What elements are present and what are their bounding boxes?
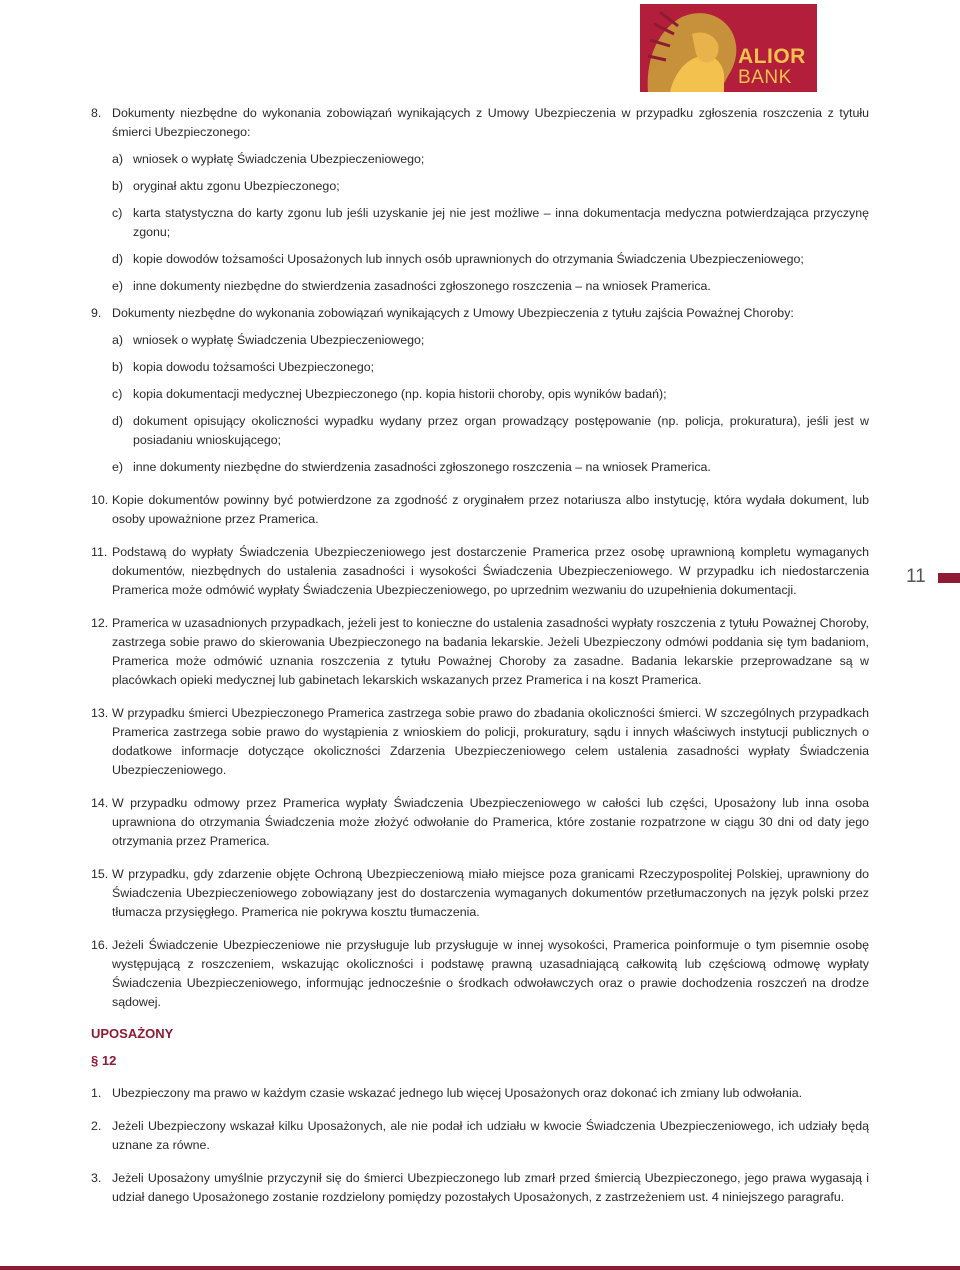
sub-letter: e): [112, 460, 124, 474]
section-clause-2: [91, 1117, 869, 1155]
logo-face-icon: [640, 4, 750, 92]
clause-16: [91, 936, 869, 1012]
clause-number: 13.: [91, 706, 109, 720]
clause-9-a: [112, 331, 869, 350]
clause-number: 1.: [91, 1086, 102, 1100]
sub-letter: d): [112, 414, 124, 428]
clause-text: Pramerica w uzasadnionych przypadkach, jeżeli jest to konieczne do ustalenia zasadności wypłaty roszczenia z tytułu Poważnej Choroby, zastrzega sobie prawo do skierowania Ubezpieczonego na badania lekarskie. Jeżeli Ubezpieczony odmówi poddania się tym badaniom, Pramerica może odmówić uznania roszczenia z tytułu Poważnej Choroby za zasadne. Badania lekarskie przeprowadzane są w placówkach opieki medycznej lub gabinetach lekarskich wskazanych przez Pramerica i na koszt Pramerica.: [112, 616, 869, 687]
clause-number: 11.: [91, 545, 108, 559]
clause-text: Jeżeli Ubezpieczony wskazał kilku Uposażonych, ale nie podał ich udziału w kwocie Świadczenia Ubezpieczeniowego, ich udziały będą uznane za równe.: [112, 1119, 869, 1152]
sub-letter: b): [112, 360, 124, 374]
clause-8-c: [112, 204, 869, 242]
section-clause-1: [91, 1084, 869, 1103]
clause-8: [91, 104, 869, 142]
sub-letter: c): [112, 206, 123, 220]
sub-text: kopia dokumentacji medycznej Ubezpieczonego (np. kopia historii choroby, opis wyników badań);: [133, 387, 667, 401]
clause-text: Dokumenty niezbędne do wykonania zobowiązań wynikających z Umowy Ubezpieczenia w przypadku zgłoszenia roszczenia z tytułu śmierci Ubezpieczonego:: [112, 106, 869, 139]
logo-line-1: ALIOR: [738, 45, 806, 68]
clause-text: Jeżeli Uposażony umyślnie przyczynił się do śmierci Ubezpieczonego lub zmarł przed śmiercią Ubezpieczonego, jego prawa wygasają i udział danego Uposażonego zostanie rozdzielony pomiędzy pozostałych Uposażonych, z zastrzeżeniem ust. 4 niniejszego paragrafu.: [112, 1171, 869, 1204]
logo-line-2: BANK: [738, 67, 792, 88]
clause-number: 15.: [91, 867, 109, 881]
sub-text: inne dokumenty niezbędne do stwierdzenia zasadności zgłoszonego roszczenia – na wniosek Pramerica.: [133, 460, 711, 474]
document-body: [91, 104, 869, 1207]
clause-number: 10.: [91, 493, 109, 507]
clause-9-d: [112, 412, 869, 450]
margin-marker: [938, 573, 960, 583]
clause-11: [91, 543, 869, 600]
clause-text: Ubezpieczony ma prawo w każdym czasie wskazać jednego lub więcej Uposażonych oraz dokonać ich zmiany lub odwołania.: [112, 1086, 803, 1100]
clause-number: 14.: [91, 796, 109, 810]
clause-number: 3.: [91, 1171, 102, 1185]
clause-number: 2.: [91, 1119, 102, 1133]
clause-number: 9.: [91, 306, 102, 320]
sub-letter: c): [112, 387, 123, 401]
sub-text: oryginał aktu zgonu Ubezpieczonego;: [133, 179, 340, 193]
sub-text: wniosek o wypłatę Świadczenia Ubezpieczeniowego;: [133, 333, 425, 347]
clause-9-b: [112, 358, 869, 377]
page-number: 11: [906, 566, 926, 587]
clause-number: 12.: [91, 616, 109, 630]
sub-letter: d): [112, 252, 124, 266]
sub-letter: b): [112, 179, 124, 193]
section-heading: UPOSAŻONY: [91, 1026, 174, 1041]
clause-13: [91, 704, 869, 780]
clause-10: [91, 491, 869, 529]
sub-letter: e): [112, 279, 124, 293]
clause-number: 8.: [91, 106, 102, 120]
sub-text: inne dokumenty niezbędne do stwierdzenia zasadności zgłoszonego roszczenia – na wniosek Pramerica.: [133, 279, 711, 293]
clause-9-c: [112, 385, 869, 404]
clause-text: W przypadku śmierci Ubezpieczonego Pramerica zastrzega sobie prawo do zbadania okoliczności śmierci. W szczególnych przypadkach Pramerica zastrzega sobie prawo do wystąpienia z wnioskiem do policji, prokuratury, sądu i innych właściwych instytucji publicznych o dodatkowe informacje dotyczące okoliczności Zdarzenia Ubezpieczeniowego celem ustalenia zasadności wypłaty Świadczenia Ubezpieczeniowego.: [112, 706, 869, 777]
clause-14: [91, 794, 869, 851]
logo-wordmark: [738, 46, 814, 87]
clause-number: 16.: [91, 938, 109, 952]
sub-letter: a): [112, 152, 124, 166]
sub-text: karta statystyczna do karty zgonu lub jeśli uzyskanie jej nie jest możliwe – inna dokumentacja medyczna potwierdzająca przyczynę zgonu;: [133, 206, 869, 239]
alior-bank-logo: [640, 4, 817, 92]
clause-text: Kopie dokumentów powinny być potwierdzone za zgodność z oryginałem przez notariusza albo instytucję, która wydała dokument, lub osoby upoważnione przez Pramerica.: [112, 493, 869, 526]
clause-text: Dokumenty niezbędne do wykonania zobowiązań wynikających z Umowy Ubezpieczenia z tytułu zajścia Poważnej Choroby:: [112, 306, 794, 320]
clause-9: [91, 304, 869, 323]
clause-text: W przypadku odmowy przez Pramerica wypłaty Świadczenia Ubezpieczeniowego w całości lub części, Uposażony lub inna osoba uprawniona do otrzymania Świadczenia może złożyć odwołanie do Pramerica, które zostanie rozpatrzone w ciągu 30 dni od daty jego otrzymania przez Pramerica.: [112, 796, 869, 848]
paragraph-sign: § 12: [91, 1053, 117, 1068]
sub-text: wniosek o wypłatę Świadczenia Ubezpieczeniowego;: [133, 152, 425, 166]
clause-8-b: [112, 177, 869, 196]
sub-text: dokument opisujący okoliczności wypadku wydany przez organ prowadzący postępowanie (np. policja, prokuratura), jeśli jest w posiadaniu wnioskującego;: [133, 414, 869, 447]
clause-text: Jeżeli Świadczenie Ubezpieczeniowe nie przysługuje lub przysługuje w innej wysokości, Pramerica poinformuje o tym pisemnie osobę występującą z roszczeniem, wskazując okoliczności i podstawę prawną uzasadniającą całkowitą lub częściową odmowę wypłaty Świadczenia Ubezpieczeniowego, informując jednocześnie o środkach odwoławczych oraz o prawie dochodzenia roszczeń na drodze sądowej.: [112, 938, 869, 1009]
clause-8-e: [112, 277, 869, 296]
sub-text: kopia dowodu tożsamości Ubezpieczonego;: [133, 360, 375, 374]
section-clause-3: [91, 1169, 869, 1207]
clause-text: Podstawą do wypłaty Świadczenia Ubezpieczeniowego jest dostarczenie Pramerica przez osobę uprawnioną kompletu wymaganych dokumentów, niezbędnych do ustalenia zasadności i wysokości Świadczenia Ubezpieczeniowego. W przypadku ich niedostarczenia Pramerica może odmówić wypłaty Świadczenia Ubezpieczeniowego, po uprzednim wezwaniu do uzupełnienia dokumentacji.: [112, 545, 869, 597]
clause-9-e: [112, 458, 869, 477]
clause-15: [91, 865, 869, 922]
clause-text: W przypadku, gdy zdarzenie objęte Ochroną Ubezpieczeniową miało miejsce poza granicami Rzeczypospolitej Polskiej, uprawniony do Świadczenia Ubezpieczeniowego zobowiązany jest do dostarczenia wymaganych dokumentów przetłumaczonych na język polski przez tłumacza przysięgłego. Pramerica nie pokrywa kosztu tłumaczenia.: [112, 867, 869, 919]
clause-12: [91, 614, 869, 690]
bottom-rule: [0, 1266, 960, 1270]
sub-letter: a): [112, 333, 124, 347]
clause-8-d: [112, 250, 869, 269]
sub-text: kopie dowodów tożsamości Uposażonych lub innych osób uprawnionych do otrzymania Świadczenia Ubezpieczeniowego;: [133, 252, 804, 266]
clause-8-a: [112, 150, 869, 169]
